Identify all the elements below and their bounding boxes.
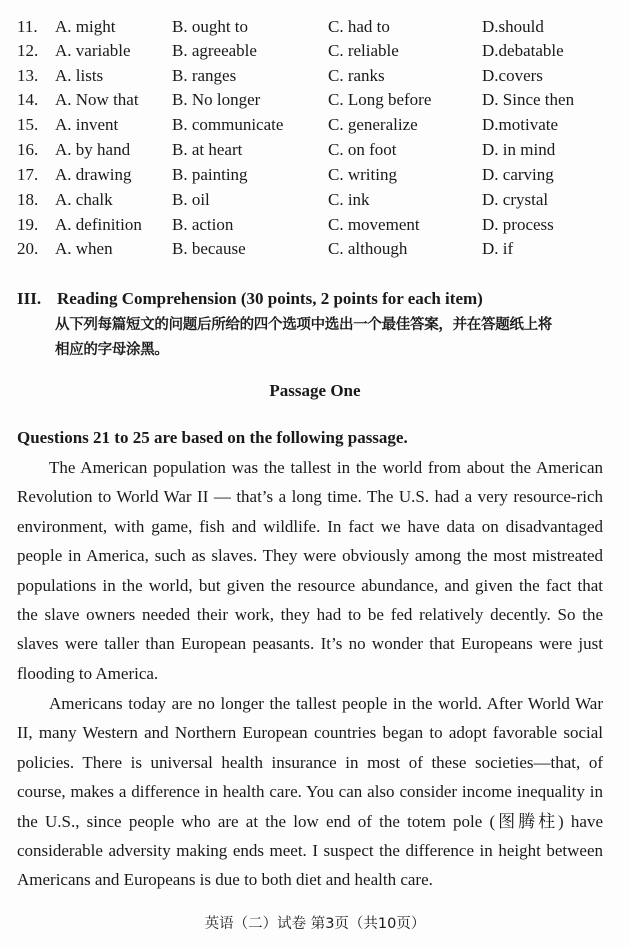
section-number: III. [17,289,42,308]
option-c: C. ink [328,190,370,209]
option-d: D. carving [482,165,554,184]
option-row-18 [0,188,630,212]
option-c: C. although [328,239,408,258]
passage-intro: Questions 21 to 25 are based on the following passage. [17,428,408,447]
option-c: C. ranks [328,66,385,85]
option-a: A. Now that [55,90,139,109]
option-b: B. because [172,239,246,258]
page-footer: 英语（二）试卷 第3页（共10页） [204,916,426,932]
option-a: A. lists [55,66,104,85]
option-row-19 [0,213,630,237]
option-c: C. on foot [328,140,397,159]
option-row-13 [0,64,630,88]
option-row-12 [0,39,630,63]
option-a: A. when [55,239,113,258]
question-number: 13. [17,66,39,85]
option-a: A. invent [55,115,119,134]
option-b: B. oil [172,190,210,209]
option-b: B. action [172,215,234,234]
question-number: 14. [17,90,39,109]
question-number: 19. [17,215,39,234]
option-a: A. variable [55,41,131,60]
option-b: B. ought to [172,17,249,36]
option-row-14 [0,88,630,112]
option-d: D. process [482,215,554,234]
question-number: 12. [17,41,39,60]
option-d: D. crystal [482,190,549,209]
option-b: B. No longer [172,90,261,109]
option-a: A. by hand [55,140,131,159]
option-row-11 [0,15,630,39]
option-c: C. had to [328,17,390,36]
option-d: D. if [482,239,514,258]
passage-title: Passage One [269,381,361,400]
option-b: B. at heart [172,140,243,159]
section-instruction-line-2: 相应的字母涂黑。 [55,342,169,358]
option-a: A. might [55,17,116,36]
option-row-15 [0,113,630,137]
option-b: B. communicate [172,115,284,134]
section-instruction-line-1: 从下列每篇短文的问题后所给的四个选项中选出一个最佳答案，并在答题纸上将 [55,317,552,333]
passage-paragraph-1: The American population was the tallest in the world from about the American Revolution to World War II — that’s a long time. The U.S. had a very resource-rich environment, with game, fish and wildlife. In fact we have data on disadvantaged people in America, such as slaves. They were obviously among the most mistreated populations in the world, but given the resource abundance, and given the fact that the slave owners needed their work, they had to be fed relatively decently. So the slaves were taller than European peasants. It’s no wonder that Europeans were just flooding to America. [17,458,603,683]
question-number: 16. [17,140,39,159]
option-d: D.motivate [482,115,559,134]
option-b: B. agreeable [172,41,257,60]
option-c: C. reliable [328,41,399,60]
option-d: D. Since then [482,90,575,109]
option-row-16 [0,138,630,162]
option-a: A. drawing [55,165,132,184]
option-c: C. Long before [328,90,432,109]
option-d: D.should [482,17,544,36]
option-c: C. writing [328,165,397,184]
passage-paragraph-2: Americans today are no longer the tallest people in the world. After World War II, many Western and Northern European countries began to adopt favorable social policies. There is universal health insurance in most of these societies—that, of course, makes a difference in health care. You can also consider income inequality in the U.S., since people who are at the low end of the totem pole (图腾柱) have considerable adversity making ends meet. I suspect the difference in height between Americans and Europeans is due to both diet and health care. [17,694,603,890]
option-d: D.covers [482,66,543,85]
option-b: B. painting [172,165,248,184]
option-c: C. generalize [328,115,418,134]
option-d: D.debatable [482,41,564,60]
section-title: Reading Comprehension (30 points, 2 points for each item) [57,289,483,308]
question-number: 11. [17,17,38,36]
question-number: 18. [17,190,39,209]
question-number: 15. [17,115,39,134]
option-a: A. chalk [55,190,113,209]
question-number: 17. [17,165,39,184]
question-number: 20. [17,239,39,258]
option-b: B. ranges [172,66,237,85]
option-row-20 [0,237,630,261]
option-d: D. in mind [482,140,556,159]
option-c: C. movement [328,215,420,234]
option-row-17 [0,163,630,187]
section-heading [17,288,483,310]
option-a: A. definition [55,215,142,234]
